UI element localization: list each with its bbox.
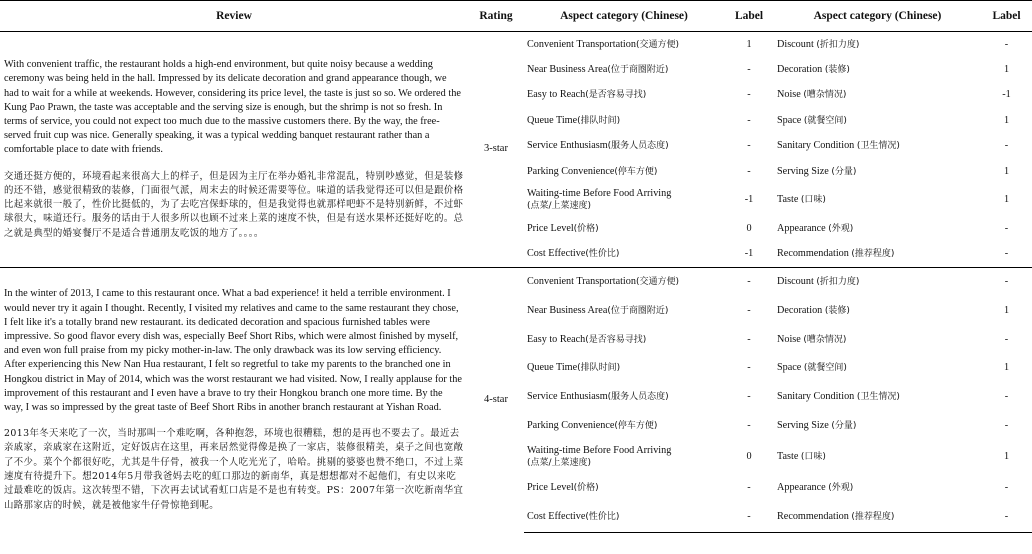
label-cell-2: - — [981, 503, 1032, 532]
aspect-name-en: Price Level — [527, 222, 574, 234]
aspect-cell-2 — [774, 184, 981, 216]
aspect-name-zh: (嘈杂情况) — [803, 90, 847, 101]
aspect-name-zh: (口味) — [800, 452, 826, 463]
label-cell-2: 1 — [1003, 451, 1010, 463]
aspect-name-en: Space — [777, 362, 802, 374]
aspect-name-en: Waiting-time Before Food Arriving — [527, 188, 672, 200]
label-cell-2: -1 — [1002, 89, 1011, 101]
header-aspect-2: Aspect category (Chinese) — [774, 1, 981, 32]
header-label-1: Label — [724, 1, 774, 32]
aspect-name-zh: (嘈杂情况) — [803, 334, 847, 345]
aspect-cell-2 — [774, 412, 981, 441]
aspect-cell-1 — [524, 216, 724, 241]
aspect-name-en: Convenient Transportation — [527, 276, 636, 288]
label-cell-2: 1 — [1003, 165, 1010, 177]
aspect-cell-1 — [524, 268, 724, 297]
aspect-name-en: Recommendation — [777, 248, 849, 260]
label-cell-2: - — [1004, 38, 1009, 50]
aspect-name-zh: (口味) — [800, 195, 826, 206]
aspect-name-zh: (推荐程度) — [851, 249, 895, 260]
aspect-cell-2 — [774, 216, 981, 241]
aspect-cell-1 — [524, 57, 724, 82]
label-cell-1: -1 — [744, 194, 754, 206]
aspect-cell-1 — [524, 354, 724, 383]
aspect-name-en: Noise — [777, 89, 801, 101]
aspect-name-en: Sanitary Condition — [777, 140, 855, 152]
aspect-name-en: Near Business Area — [527, 305, 608, 317]
table-row — [0, 268, 1032, 297]
label-cell-2: 1 — [1003, 63, 1010, 75]
aspect-name-zh: (就餐空间) — [803, 115, 847, 126]
review-english: With convenient traffic, the restaurant holds a high-end environment, but quite noisy because a wedding ceremony was being held in the hall. Impressed by its delicate decoration and grand appearance though, we had to wait for a while at weekends. However, considering its price level, the taste is just so so. We ordered the Kung Pao Prawn, the taste was acceptable and the serving size is enough, but the shrimp is not so fresh. In terms of service, you could not expect too much due to the massive customers there. By the way, the free-served fruit cup was nice. Generally speaking, it was a typical wedding banquet restaurant rather than a comfortable place to date with friends. — [4, 59, 461, 156]
aspect-name-en: Waiting-time Before Food Arriving — [527, 445, 672, 457]
aspect-name-zh: (交通方便) — [635, 277, 679, 288]
aspect-name-zh: (分量) — [831, 166, 857, 177]
aspect-name-zh: (装修) — [824, 64, 850, 75]
header-aspect-1: Aspect category (Chinese) — [524, 1, 724, 32]
label-cell-2: - — [1004, 419, 1009, 431]
aspect-name-zh: (停车方便) — [614, 166, 658, 177]
aspect-name-zh: (服务人员态度) — [607, 392, 669, 403]
aspect-name-zh: (停车方便) — [614, 420, 658, 431]
table-row — [0, 32, 1032, 58]
aspect-cell-2 — [774, 57, 981, 82]
aspect-name-zh: (装修) — [824, 306, 850, 317]
header-review: Review — [0, 1, 468, 32]
label-cell-2: - — [1004, 222, 1009, 234]
review-text-cell — [0, 268, 468, 533]
label-cell-1: - — [747, 89, 751, 101]
review-chinese: 交通还挺方便的，环境看起来很高大上的样子，但是因为主厅在举办婚礼非常混乱，特别吵感觉，但是装修的还不错，感觉很精致的装修，门面很气派，周末去的时候还需要等位。味道的话我觉得还可以但是跟价格比起来就很一般了，性价比挺低的，为了去吃宫保虾球的，但是我觉得也就那样吧虾不是特别新鲜，不过虾球很大，味道还行。服务的话由于人很多所以也顾不过来上菜的速度不快，但是有送水果杯还挺好吃的。总之就是典型的婚宴餐厅不是适合普通朋友吃饭的地方了。。。。 — [4, 170, 464, 239]
rating-cell: 4-star — [468, 268, 524, 533]
aspect-cell-1 — [524, 32, 724, 58]
aspect-name-zh: (折扣力度) — [816, 39, 860, 50]
label-cell-1: - — [747, 333, 751, 345]
aspect-name-en: Taste — [777, 194, 799, 206]
aspect-name-en: Noise — [777, 333, 801, 345]
aspect-name-zh: (折扣力度) — [816, 277, 860, 288]
label-cell-2: 1 — [1003, 362, 1010, 374]
aspect-name-en: Cost Effective — [527, 511, 586, 523]
label-cell-2: - — [981, 268, 1032, 297]
aspect-cell-2 — [774, 297, 981, 326]
aspect-name-zh: (是否容易寻找) — [585, 334, 647, 345]
label-cell-1: - — [747, 362, 751, 374]
table-header-row — [0, 1, 1032, 32]
aspect-name-en: Cost Effective — [527, 248, 586, 260]
label-cell-1: - — [724, 503, 774, 532]
aspect-cell-1 — [524, 108, 724, 133]
aspect-name-zh: (是否容易寻找) — [585, 90, 647, 101]
label-cell-2: - — [1004, 482, 1009, 494]
aspect-name-zh: (价格) — [573, 223, 599, 234]
label-cell-2: 1 — [1003, 114, 1010, 126]
label-cell-2: 1 — [1003, 194, 1010, 206]
label-cell-2: - — [1004, 140, 1009, 152]
label-cell-1: - — [747, 305, 751, 317]
aspect-cell-2 — [774, 354, 981, 383]
aspect-cell-2 — [774, 159, 981, 184]
aspect-name-en: Service Enthusiasm — [527, 391, 608, 403]
aspect-cell-2 — [774, 503, 981, 532]
review-chinese: 2013年冬天来吃了一次，当时那叫一个难吃啊，各种抱怨，环境也很糟糕，想的是再也不要去了。最近去亲戚家，亲戚家在这附近，定好饭店在这里，再来居然觉得像是换了一家店，装修很精美，桌子之间也宽敞了不少。菜个个都很好吃，尤其是牛仔骨，被我一个人吃光光了，哈哈。挑剔的婆婆也赞不绝口，不过上菜速度有待提升下。想2014年5月带我爸妈去吃的虹口那边的新南华，真是想想都对不起他们，有史以来吃过最难吃的饭店。这次转型不错，下次再去试试看虹口店是不是也有转变。PS：2007年第一次吃新南华宜山路那家店的时候，就是被他家牛仔骨惊艳到呢。 — [4, 428, 464, 511]
aspect-name-zh: (交通方便) — [635, 39, 679, 50]
label-cell-1: - — [747, 165, 751, 177]
rating-cell: 3-star — [484, 143, 508, 155]
aspect-name-en: Discount — [777, 38, 814, 50]
aspect-cell-2 — [774, 474, 981, 503]
aspect-name-en: Easy to Reach — [527, 89, 586, 101]
aspect-name-en: Decoration — [777, 305, 823, 317]
aspect-name-en: Appearance — [777, 482, 826, 494]
label-cell-1: - — [747, 419, 751, 431]
aspect-name-zh: (点菜/上菜速度) — [527, 458, 592, 469]
label-cell-1: - — [747, 391, 751, 403]
aspect-name-en: Appearance — [777, 222, 826, 234]
aspect-name-zh: (就餐空间) — [803, 363, 847, 374]
aspect-cell-1 — [524, 83, 724, 108]
aspect-cell-1 — [524, 503, 724, 532]
label-cell-1: 1 — [746, 38, 752, 50]
label-cell-1: - — [747, 140, 751, 152]
header-rating: Rating — [468, 1, 524, 32]
aspect-cell-1 — [524, 297, 724, 326]
review-text-cell — [0, 32, 468, 268]
label-cell-1: 0 — [746, 222, 752, 234]
aspect-cell-2 — [774, 108, 981, 133]
aspect-name-en: Queue Time — [527, 362, 578, 374]
aspect-name-en: Parking Convenience — [527, 419, 615, 431]
aspect-name-zh: (服务人员态度) — [607, 141, 669, 152]
aspect-name-en: Price Level — [527, 482, 574, 494]
aspect-cell-1 — [524, 326, 724, 355]
aspect-cell-2 — [774, 32, 981, 58]
aspect-cell-2 — [774, 326, 981, 355]
aspect-name-zh: (性价比) — [585, 512, 620, 523]
header-label-2: Label — [981, 1, 1032, 32]
aspect-name-en: Serving Size — [777, 165, 829, 177]
aspect-name-en: Discount — [777, 276, 814, 288]
review-english: In the winter of 2013, I came to this restaurant once. What a bad experience! it held a terrible environment. I would never try it again I thought. Recently, I visited my relatives and came to the same restaurant they chose, I felt like it's a totally brand new restaurant. its dedicated decoration and spacious furnished tables were impressive. So good flavor every dish was, especially Beef Short Ribs, which were almost finished by myself, and even won full praise from my picky mother-in-law. The only drawback was its low serving efficiency. After experiencing this New Nan Hua restaurant, I felt so regretful to take my parents to the branched one in Hongkou district in May of 2014, which was the worst restaurant we had visited. Now, I really applause for the improvement of this restaurant and I even have a brave to try their Hongkou branch one more time. By the way, I was so impressed by the great taste of Beef Short Ribs in another branch restaurant at Yishan Road. — [4, 288, 463, 413]
aspect-name-en: Parking Convenience — [527, 165, 615, 177]
label-cell-1: - — [747, 63, 751, 75]
label-cell-1: -1 — [744, 248, 754, 260]
aspect-cell-1 — [524, 184, 724, 216]
aspect-name-en: Easy to Reach — [527, 333, 586, 345]
label-cell-1: 0 — [746, 451, 752, 463]
aspect-name-zh: (点菜/上菜速度) — [527, 201, 592, 212]
aspect-cell-1 — [524, 474, 724, 503]
aspect-cell-2 — [774, 383, 981, 412]
aspect-name-zh: (价格) — [573, 483, 599, 494]
aspect-name-zh: (外观) — [828, 483, 854, 494]
aspect-name-en: Service Enthusiasm — [527, 140, 608, 152]
label-cell-2: - — [1004, 333, 1009, 345]
aspect-name-zh: (位于商圈附近) — [607, 306, 669, 317]
label-cell-2: 1 — [1003, 305, 1010, 317]
aspect-cell-2 — [774, 83, 981, 108]
aspect-name-zh: (卫生情况) — [856, 141, 900, 152]
aspect-name-zh: (卫生情况) — [856, 392, 900, 403]
label-cell-2: - — [1004, 391, 1009, 403]
aspect-name-en: Serving Size — [777, 419, 829, 431]
aspect-name-zh: (排队时间) — [577, 363, 621, 374]
aspect-cell-1 — [524, 159, 724, 184]
aspect-name-zh: (推荐程度) — [851, 512, 895, 523]
aspect-name-en: Near Business Area — [527, 63, 608, 75]
aspect-cell-1 — [524, 412, 724, 441]
label-cell-2: - — [1004, 248, 1009, 260]
aspect-cell-2 — [774, 268, 981, 297]
aspect-name-en: Decoration — [777, 63, 823, 75]
aspect-cell-2 — [774, 242, 981, 268]
aspect-name-en: Space — [777, 114, 802, 126]
aspect-name-zh: (性价比) — [585, 249, 620, 260]
aspect-name-zh: (位于商圈附近) — [607, 64, 669, 75]
aspect-cell-2 — [774, 134, 981, 159]
aspect-cell-1 — [524, 242, 724, 268]
aspect-name-en: Sanitary Condition — [777, 391, 855, 403]
aspect-cell-2 — [774, 440, 981, 474]
aspect-name-zh: (外观) — [828, 223, 854, 234]
label-cell-1: - — [747, 482, 751, 494]
aspect-cell-1 — [524, 440, 724, 474]
aspect-name-zh: (排队时间) — [577, 115, 621, 126]
aspect-name-en: Queue Time — [527, 114, 578, 126]
aspect-cell-1 — [524, 134, 724, 159]
aspect-name-en: Recommendation — [777, 511, 849, 523]
aspect-cell-1 — [524, 383, 724, 412]
aspect-name-zh: (分量) — [831, 420, 857, 431]
aspect-name-en: Convenient Transportation — [527, 38, 636, 50]
label-cell-1: - — [747, 114, 751, 126]
label-cell-1: - — [724, 268, 774, 297]
aspect-name-en: Taste — [777, 451, 799, 463]
